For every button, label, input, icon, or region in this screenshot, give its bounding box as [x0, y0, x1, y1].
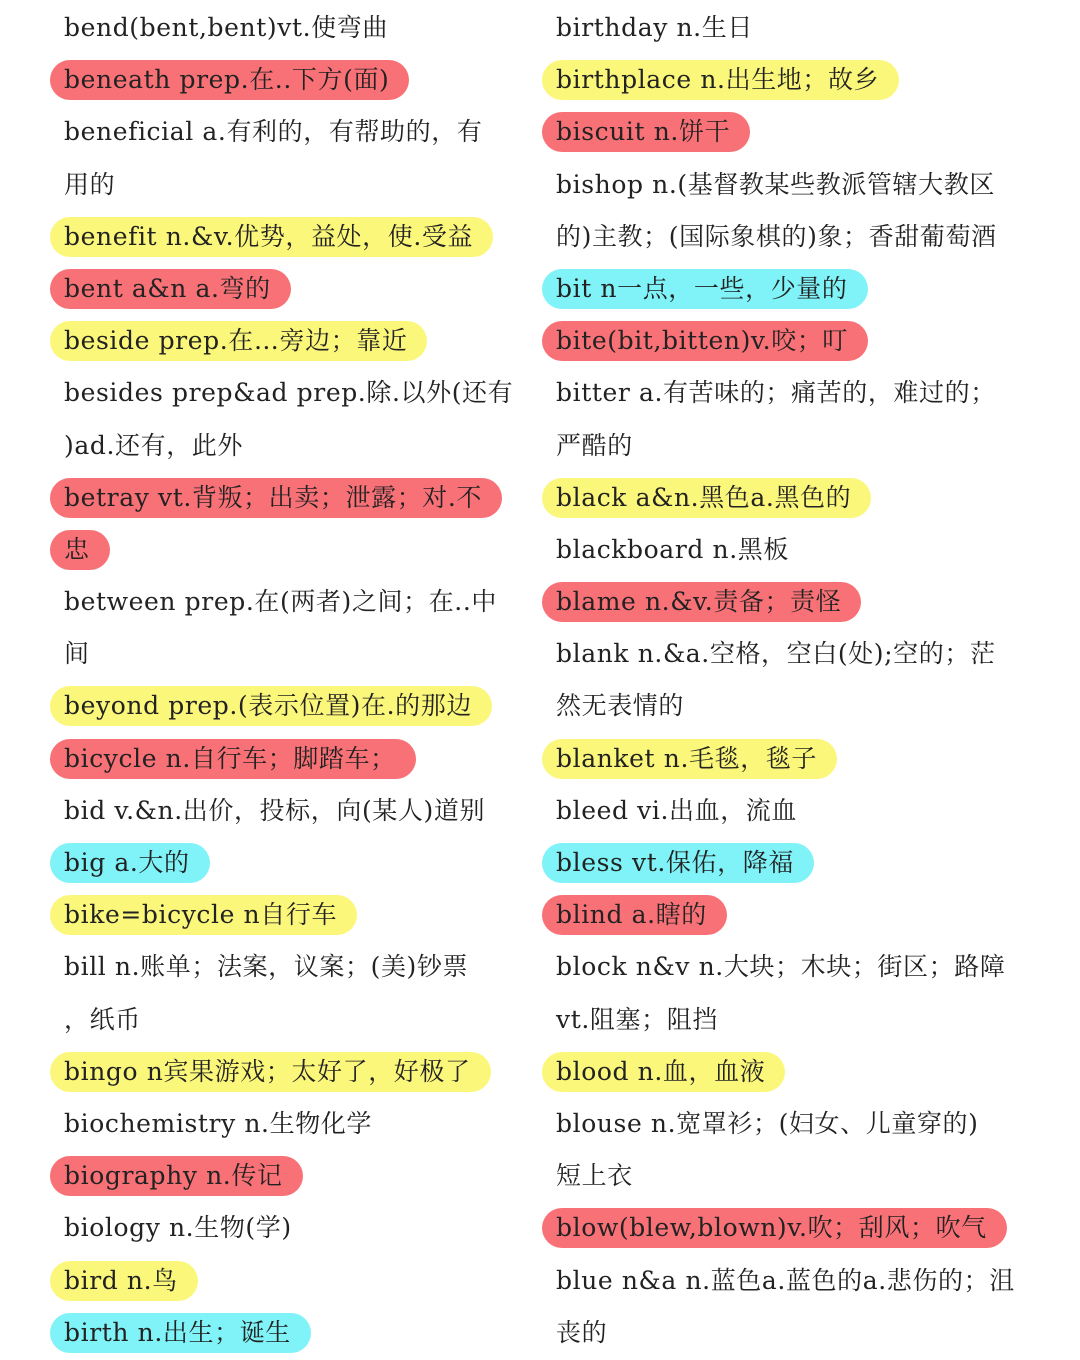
vocab-line — [542, 1202, 1032, 1254]
vocab-line — [542, 941, 1032, 993]
vocab-line — [50, 159, 520, 211]
vocab-entry-text: vt.阻塞；阻挡 — [556, 1004, 718, 1034]
vocab-line — [542, 785, 1032, 837]
vocab-line — [50, 785, 520, 837]
vocab-entry-text: bicycle n.自行车；脚踏车； — [50, 739, 416, 779]
vocab-entry-text: biochemistry n.生物化学 — [64, 1108, 372, 1138]
vocab-entry-text: biology n.生物(学) — [64, 1213, 292, 1243]
vocab-line — [50, 420, 520, 472]
vocab-line — [542, 1046, 1032, 1098]
vocab-entry-text: bite(bit,bitten)v.咬；叮 — [542, 321, 868, 361]
vocab-line — [50, 54, 520, 106]
vocab-entry-text: 短上衣 — [556, 1161, 633, 1191]
vocab-entry-text: blind a.瞎的 — [542, 895, 727, 935]
vocab-entry-text: blank n.&a.空格，空白(处);空的；茫 — [556, 639, 996, 669]
vocab-line — [50, 2, 520, 54]
right-vocabulary-column — [542, 2, 1032, 1359]
vocab-entry-text: blanket n.毛毯，毯子 — [542, 739, 837, 779]
vocab-line — [50, 628, 520, 680]
vocab-line — [542, 211, 1032, 263]
vocab-entry-text: birth n.出生；诞生 — [50, 1313, 311, 1353]
vocab-line — [542, 1098, 1032, 1150]
vocab-line — [50, 1202, 520, 1254]
vocab-line — [50, 1098, 520, 1150]
vocab-line — [542, 106, 1032, 158]
vocab-entry-text: bill n.账单；法案，议案；(美)钞票 — [64, 952, 469, 982]
vocab-entry-text: biscuit n.饼干 — [542, 112, 750, 152]
vocab-entry-text: big a.大的 — [50, 843, 210, 883]
vocab-entry-text: bleed vi.出血，流血 — [556, 795, 798, 825]
vocab-entry-text: block n&v n.大块；木块；街区；路障 — [556, 952, 1006, 982]
vocab-entry-text: birthplace n.出生地；故乡 — [542, 60, 899, 100]
vocab-line — [50, 941, 520, 993]
vocab-line — [542, 263, 1032, 315]
vocab-entry-text: bishop n.(基督教某些教派管辖大教区 — [556, 169, 995, 199]
vocab-entry-text: 严酷的 — [556, 430, 633, 460]
vocab-entry-text: bingo n宾果游戏；太好了，好极了 — [50, 1052, 491, 1092]
vocab-line — [50, 1046, 520, 1098]
vocab-entry-text: 丧的 — [556, 1317, 608, 1347]
vocab-line — [542, 159, 1032, 211]
vocab-entry-text: 然无表情的 — [556, 691, 685, 721]
vocab-line — [542, 889, 1032, 941]
vocab-line — [542, 524, 1032, 576]
vocab-line — [542, 733, 1032, 785]
vocab-line — [542, 1150, 1032, 1202]
vocab-entry-text: besides prep&ad prep.除.以外(还有 — [64, 378, 514, 408]
vocab-entry-text: blue n&a n.蓝色a.蓝色的a.悲伤的；沮 — [556, 1265, 1015, 1295]
vocab-line — [50, 576, 520, 628]
vocab-line — [542, 680, 1032, 732]
vocab-entry-text: beyond prep.(表示位置)在.的那边 — [50, 686, 492, 726]
vocab-line — [542, 315, 1032, 367]
vocab-line — [50, 524, 520, 576]
vocab-line — [50, 315, 520, 367]
vocab-entry-text: bid v.&n.出价，投标，向(某人)道别 — [64, 795, 486, 825]
vocab-entry-text: betray vt.背叛；出卖；泄露；对.不 — [50, 478, 502, 518]
vocab-entry-text: bit n一点，一些，少量的 — [542, 269, 868, 309]
vocab-line — [542, 1255, 1032, 1307]
vocab-entry-text: blackboard n.黑板 — [556, 534, 789, 564]
vocab-entry-text: blood n.血，血液 — [542, 1052, 785, 1092]
vocab-line — [50, 889, 520, 941]
vocab-entry-text: 忠 — [50, 530, 110, 570]
vocab-line — [50, 106, 520, 158]
vocab-entry-text: 的)主教；(国际象棋的)象；香甜葡萄酒 — [556, 221, 997, 251]
vocab-entry-text: ，纸币 — [64, 1004, 141, 1034]
vocab-line — [542, 1307, 1032, 1359]
vocab-line — [542, 994, 1032, 1046]
vocab-line — [50, 733, 520, 785]
vocab-line — [50, 1255, 520, 1307]
vocab-line — [542, 576, 1032, 628]
vocab-entry-text: between prep.在(两者)之间；在..中 — [64, 587, 497, 617]
vocab-line — [542, 420, 1032, 472]
vocab-entry-text: beneficial a.有利的，有帮助的，有 — [64, 117, 483, 147]
vocab-line — [542, 472, 1032, 524]
vocab-line — [542, 54, 1032, 106]
vocab-entry-text: blow(blew,blown)v.吹；刮风；吹气 — [542, 1208, 1007, 1248]
vocab-entry-text: bitter a.有苦味的；痛苦的，难过的； — [556, 378, 996, 408]
vocab-entry-text: bless vt.保佑，降福 — [542, 843, 814, 883]
vocab-entry-text: beneath prep.在..下方(面) — [50, 60, 409, 100]
vocab-entry-text: bend(bent,bent)vt.使弯曲 — [64, 13, 388, 42]
vocab-line — [542, 367, 1032, 419]
vocab-entry-text: blouse n.宽罩衫；(妇女、儿童穿的) — [556, 1108, 979, 1138]
vocab-line — [50, 263, 520, 315]
vocab-entry-text: benefit n.&v.优势，益处，使.受益 — [50, 217, 493, 257]
vocab-entry-text: biography n.传记 — [50, 1156, 303, 1196]
vocab-line — [50, 211, 520, 263]
vocab-entry-text: birthday n.生日 — [556, 13, 753, 42]
vocab-line — [50, 1150, 520, 1202]
vocab-line — [50, 837, 520, 889]
vocab-entry-text: 用的 — [64, 169, 116, 199]
vocab-entry-text: beside prep.在…旁边；靠近 — [50, 321, 427, 361]
vocab-line — [50, 367, 520, 419]
left-vocabulary-column — [50, 2, 520, 1359]
vocab-line — [542, 628, 1032, 680]
vocab-entry-text: bird n.鸟 — [50, 1261, 198, 1301]
vocab-entry-text: black a&n.黑色a.黑色的 — [542, 478, 871, 518]
vocab-entry-text: bent a&n a.弯的 — [50, 269, 291, 309]
vocab-line — [50, 472, 520, 524]
vocab-line — [542, 2, 1032, 54]
vocab-line — [50, 680, 520, 732]
vocab-entry-text: )ad.还有，此外 — [64, 430, 244, 460]
vocab-line — [542, 837, 1032, 889]
vocab-entry-text: bike=bicycle n自行车 — [50, 895, 357, 935]
vocab-line — [50, 1307, 520, 1359]
vocab-entry-text: blame n.&v.责备；责怪 — [542, 582, 861, 622]
vocab-line — [50, 994, 520, 1046]
vocab-entry-text: 间 — [64, 639, 90, 669]
